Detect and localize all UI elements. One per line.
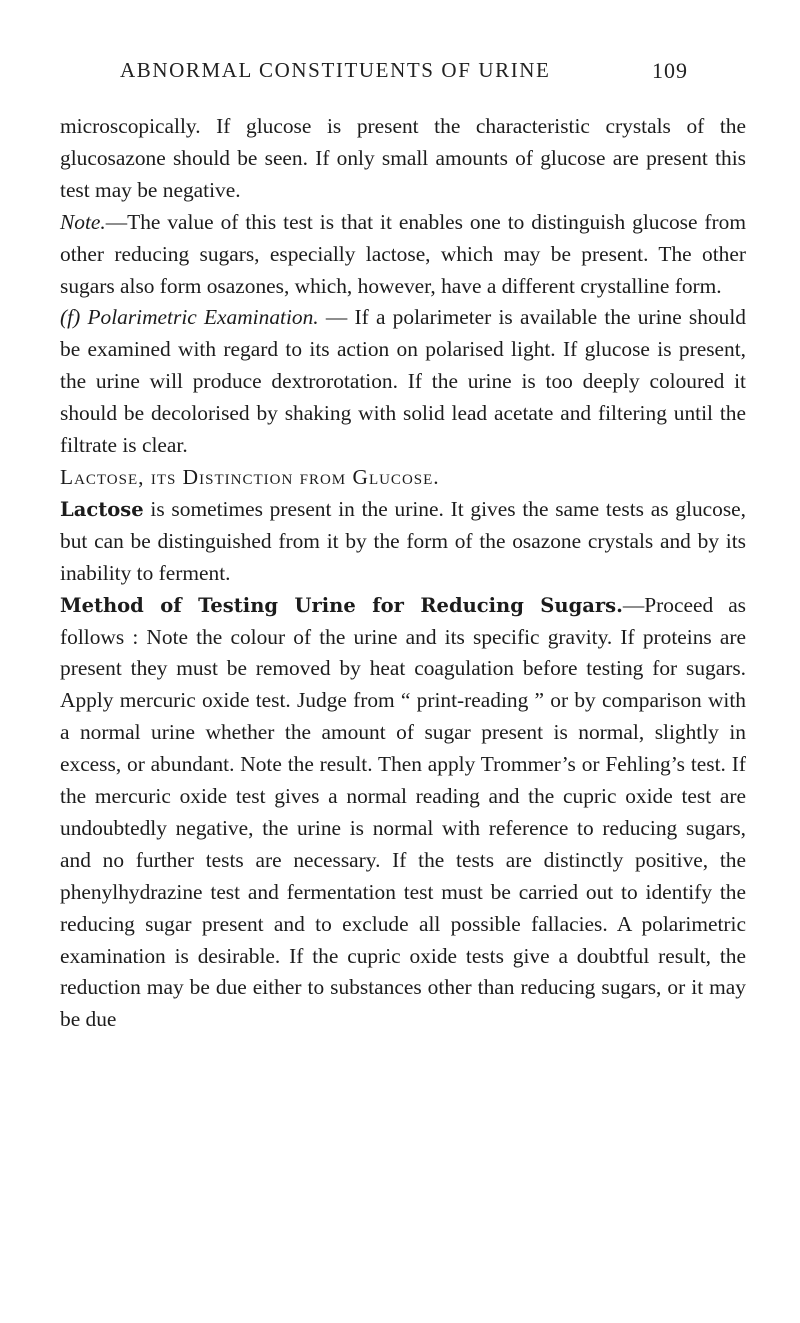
- run-in-heading: Method of Testing Urine for Reducing Sugars.: [60, 593, 623, 617]
- paragraph-lactose: [60, 494, 746, 590]
- paragraph-text: is sometimes present in the urine. It gives the same tests as glucose, but can be distinguished from it by the form of the osazone crystals and by its inability to ferment.: [60, 496, 746, 585]
- paragraph-text: microscopically. If glucose is present the characteristic crystals of the glucosazone should be seen. If only small amounts of glucose are present this test may be negative.: [60, 114, 746, 202]
- body-text: [60, 111, 746, 1036]
- paragraph-text: —The value of this test is that it enables one to distinguish glucose from other reducing sugars, especially lactose, which may be present. The other sugars also form osazones, which, however, have a different crystalline form.: [60, 209, 746, 298]
- paragraph-polarimetric: [60, 302, 746, 462]
- section-heading: Lactose, its Distinction from Glucose.: [60, 464, 440, 489]
- paragraph-text: — If a polarimeter is available the urine should be examined with regard to its action on polarised light. If glucose is present, the urine will produce dextrorotation. If the urine is too deeply coloured it should be decolorised by shaking with solid lead acetate and filtering until the filtrate is clear.: [60, 305, 746, 458]
- page-header: [120, 58, 688, 98]
- paragraph-method: [60, 590, 746, 1037]
- paragraph-note: [60, 207, 746, 303]
- paragraph-text: —Proceed as follows : Note the colour of the urine and its specific gravity. If proteins are present they must be removed by heat coagulation before testing for sugars. Apply mercuric oxide test. Judge from “ print-reading ” or by comparison with a normal urine whether the amount of sugar present is normal, slightly in excess, or abundant. Note the result. Then apply Trommer’s or Fehling’s test. If the mercuric oxide test gives a normal reading and the cupric oxide test are undoubtedly negative, the urine is normal with reference to reducing sugars, and no further tests are necessary. If the tests are distinctly positive, the phenylhydrazine test and fermentation test must be carried out to identify the reducing sugar present and to exclude all possible fallacies. A polarimetric examination is desirable. If the cupric oxide tests give a doubtful result, the reduction may be due either to substances other than reducing sugars, or it may be due: [60, 592, 747, 1032]
- page-number: 109: [652, 58, 688, 83]
- paragraph-glucosazone: [60, 111, 746, 207]
- running-head: ABNORMAL CONSTITUENTS OF URINE: [120, 58, 551, 82]
- note-label: Note.: [60, 209, 106, 234]
- run-in-heading: Lactose: [60, 497, 144, 521]
- list-marker: (f): [60, 305, 81, 330]
- subsection-title: Polarimetric Examination.: [87, 305, 319, 330]
